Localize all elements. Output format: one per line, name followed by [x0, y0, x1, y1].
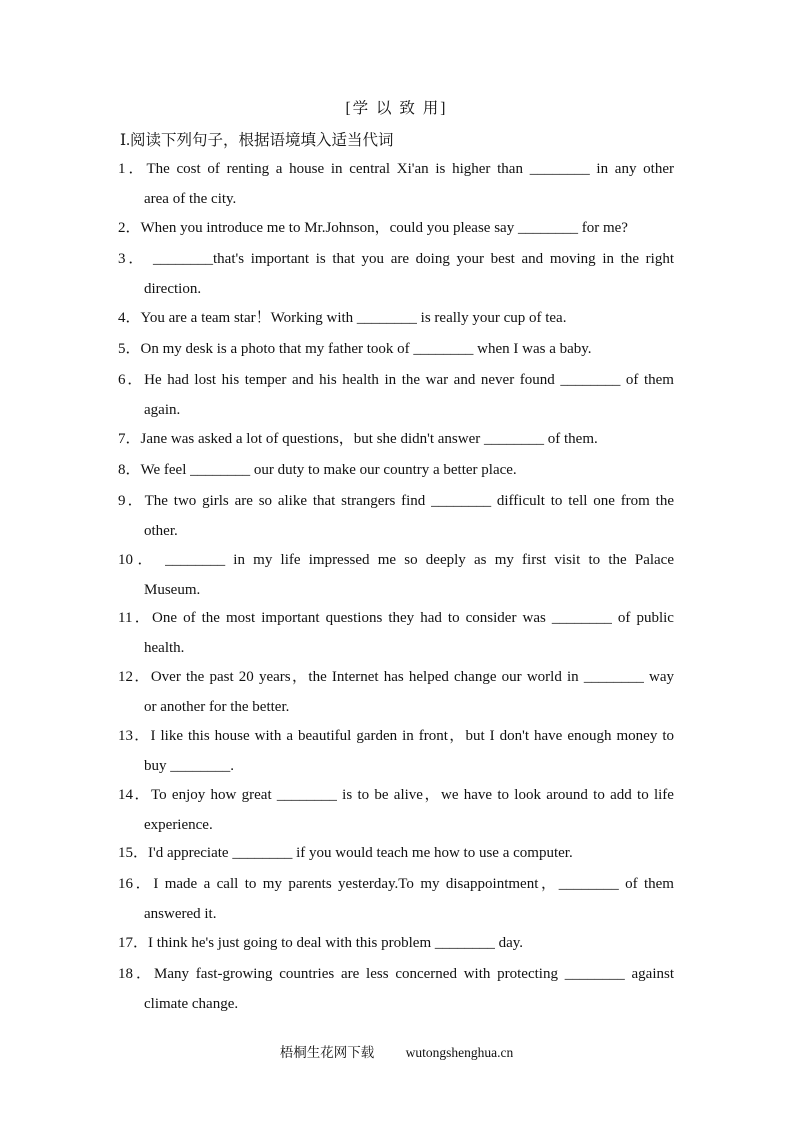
footer	[0, 1041, 793, 1061]
question-item	[118, 786, 674, 834]
question-text	[157, 552, 165, 568]
question-text-after: is really your cup of tea.	[416, 310, 567, 326]
question-text: We feel	[140, 462, 191, 478]
answer-blank: ________	[431, 493, 492, 509]
question-number: 3．	[118, 251, 147, 267]
section-heading: Ⅰ.阅读下列句子，根据语境填入适当代词	[120, 132, 394, 149]
question-number: 18．	[118, 966, 155, 982]
question-text-after: when I was a baby.	[473, 341, 592, 357]
answer-blank: ________	[517, 220, 578, 236]
question-text: You are a team star！Working with	[140, 310, 357, 326]
question-text: Jane was asked a lot of questions，but she didn't answer	[140, 431, 484, 447]
answer-blank: ________	[356, 310, 417, 326]
question-text: He had lost his temper and his health in the war and never found	[144, 372, 561, 388]
question-item	[118, 160, 674, 208]
question-item	[118, 309, 674, 327]
question-text-after: of them.	[544, 431, 598, 447]
question-text-after: difficult to tell one from the	[491, 493, 674, 509]
question-text-after: if you would teach me how to use a computer.	[292, 845, 573, 861]
question-line	[118, 551, 674, 569]
question-number: 17．	[118, 935, 149, 951]
question-text-after: for me?	[577, 220, 628, 236]
question-line	[118, 875, 674, 893]
question-number: 6．	[118, 372, 145, 388]
question-line	[118, 461, 674, 479]
answer-blank: ________	[190, 462, 251, 478]
question-continuation: or another for the better.	[144, 699, 290, 715]
question-text	[146, 251, 153, 267]
question-item	[118, 934, 674, 952]
question-text-after: of them	[618, 876, 674, 892]
question-number: 15．	[118, 845, 149, 861]
question-text-after: our duty to make our country a better place.	[250, 462, 517, 478]
question-item	[118, 492, 674, 540]
question-number: 8．	[118, 462, 141, 478]
question-continuation: answered it.	[144, 906, 217, 922]
question-line	[118, 430, 674, 448]
question-continuation: experience.	[144, 817, 213, 833]
answer-blank: ________	[165, 552, 226, 568]
question-line	[118, 844, 674, 862]
answer-blank: ________	[583, 669, 644, 685]
question-text: When you introduce me to Mr.Johnson，could you please say	[140, 220, 518, 236]
question-item	[118, 668, 674, 716]
answer-blank: ________	[560, 372, 621, 388]
question-continuation: buy ________.	[144, 758, 234, 774]
question-item	[118, 609, 674, 657]
question-continuation: Museum.	[144, 582, 201, 598]
question-item	[118, 340, 674, 358]
question-item	[118, 371, 674, 419]
question-number: 2．	[118, 220, 141, 236]
question-text: I think he's just going to deal with this problem	[148, 935, 435, 951]
question-item	[118, 844, 674, 862]
question-text: Over the past 20 years，the Internet has helped change our world in	[150, 669, 584, 685]
question-number: 12．	[118, 669, 151, 685]
question-continuation: climate change.	[144, 996, 239, 1012]
question-number: 11．	[118, 610, 153, 626]
question-item	[118, 219, 674, 237]
question-line	[118, 786, 674, 804]
question-line	[118, 965, 674, 983]
question-line	[118, 492, 674, 510]
question-continuation: other.	[144, 523, 178, 539]
question-text: Many fast-growing countries are less concerned with protecting	[154, 966, 565, 982]
answer-blank: ________	[529, 161, 590, 177]
question-text-after: against	[624, 966, 674, 982]
question-number: 14．	[118, 787, 152, 803]
question-text: I'd appreciate	[148, 845, 233, 861]
question-line	[118, 309, 674, 327]
question-number: 9．	[118, 493, 145, 509]
question-text-after: in any other	[589, 161, 674, 177]
question-number: 7．	[118, 431, 141, 447]
question-line	[118, 934, 674, 952]
question-number: 10．	[118, 552, 157, 568]
question-number: 13．	[118, 728, 151, 744]
question-number: 1．	[118, 161, 147, 177]
page-title: [学 以 致 用]	[345, 100, 448, 117]
answer-blank: ________	[484, 431, 544, 447]
question-line	[118, 250, 674, 268]
question-text: On my desk is a photo that my father took of	[140, 341, 414, 357]
question-item	[118, 727, 674, 775]
question-text: I like this house with a beautiful garden in front，but I don't have enough money to	[150, 728, 674, 744]
question-text-after: way	[643, 669, 674, 685]
question-continuation: again.	[144, 402, 181, 418]
footer-site-url: wutongshenghua.cn	[405, 1045, 514, 1060]
answer-blank: ________	[434, 935, 495, 951]
question-line	[118, 340, 674, 358]
question-text-after: day.	[494, 935, 524, 951]
question-line	[118, 219, 674, 237]
question-item	[118, 965, 674, 1013]
question-text: One of the most important questions they had to consider was	[152, 610, 552, 626]
question-text: The cost of renting a house in central Xi'an is higher than	[146, 161, 530, 177]
question-number: 16．	[118, 876, 154, 892]
question-text-after: of public	[611, 610, 674, 626]
answer-blank: ________	[551, 610, 612, 626]
question-text-after: of them	[620, 372, 674, 388]
question-item	[118, 875, 674, 923]
answer-blank: ________	[232, 845, 293, 861]
question-line	[118, 727, 674, 745]
question-text: The two girls are so alike that strangers find	[144, 493, 432, 509]
question-item	[118, 250, 674, 298]
question-continuation: area of the city.	[144, 191, 237, 207]
question-line	[118, 160, 674, 178]
question-line	[118, 609, 674, 627]
question-item	[118, 430, 674, 448]
question-line	[118, 371, 674, 389]
question-text-after: that's important is that you are doing your best and moving in the right	[213, 251, 674, 267]
question-text-after: is to be alive，we have to look around to add to life	[336, 787, 674, 803]
answer-blank: ________	[413, 341, 474, 357]
answer-blank: ________	[558, 876, 619, 892]
answer-blank: ________	[276, 787, 337, 803]
question-text: To enjoy how great	[151, 787, 277, 803]
question-continuation: direction.	[144, 281, 202, 297]
question-number: 5．	[118, 341, 141, 357]
question-text: I made a call to my parents yesterday.To my disappointment，	[153, 876, 559, 892]
question-number: 4．	[118, 310, 141, 326]
answer-blank: ________	[564, 966, 625, 982]
answer-blank: ________	[153, 251, 214, 267]
question-line	[118, 668, 674, 686]
question-item	[118, 551, 674, 599]
question-item	[118, 461, 674, 479]
footer-site-name: 梧桐生花网下载	[279, 1045, 375, 1060]
question-continuation: health.	[144, 640, 185, 656]
question-text-after: in my life impressed me so deeply as my first visit to the Palace	[225, 552, 674, 568]
